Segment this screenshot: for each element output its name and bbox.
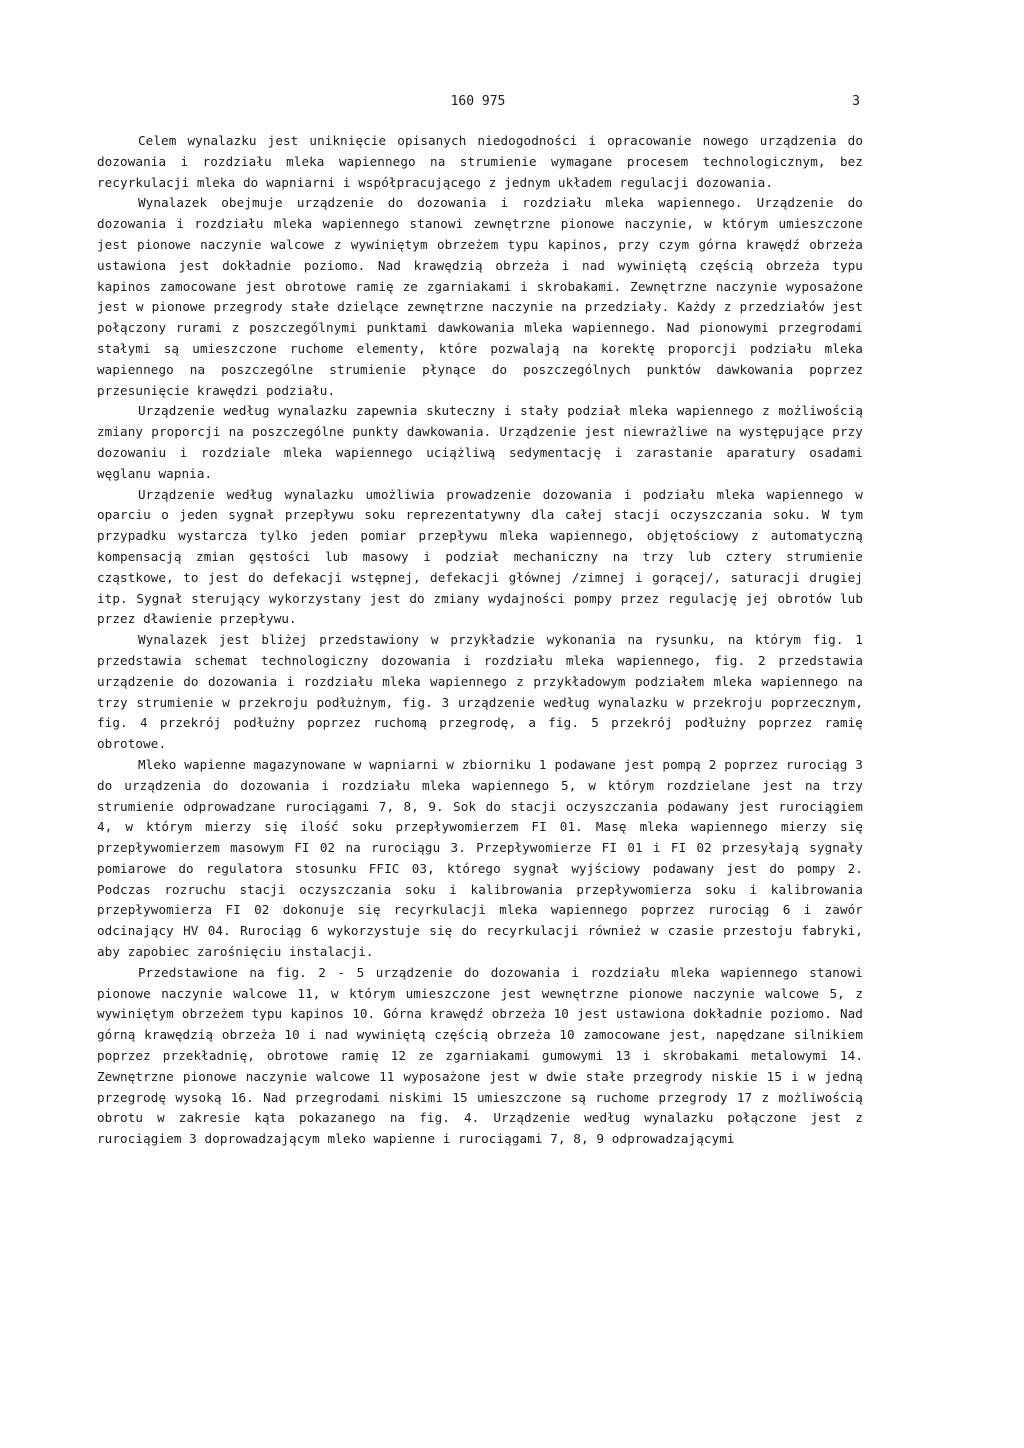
paragraph: Urządzenie według wynalazku umożliwia prowadzenie dozowania i podziału mleka wapiennego w oparciu o jeden sygnał przepływu soku reprezentatywny dla całej stacji oczyszczania soku. W tym przypadku wystarcza tylko jeden pomiar przepływu mleka wapiennego, objętościowy z automatyczną kompensacją zmian gęstości lub masowy i podział mechaniczny na trzy lub cztery strumienie cząstkowe, to jest do defekacji wstępnej, defekacji głównej /zimnej i gorącej/, saturacji drugiej itp. Sygnał sterujący wykorzystany jest do zmiany wydajności pompy przez regulację jej obrotów lub przez dławienie przepływu. xyxy=(97,486,863,627)
page-number: 3 xyxy=(852,94,860,109)
paragraph: Celem wynalazku jest uniknięcie opisanych niedogodności i opracowanie nowego urządzenia do dozowania i rozdziału mleka wapiennego na strumienie wymagane procesem technologicznym, bez recyrkulacji mleka do wapniarni i współpracującego z jednym układem regulacji dozowania. xyxy=(97,133,863,190)
paragraph: Wynalazek jest bliżej przedstawiony w przykładzie wykonania na rysunku, na którym fig. 1 przedstawia schemat technologiczny dozowania i rozdziału mleka wapiennego, fig. 2 przedstawia urządzenie do dozowania i rozdziału mleka wapiennego z przykładowym podziałem mleka wapiennego na trzy strumienie w przekroju podłużnym, fig. 3 urządzenie według wynalazku w przekroju poprzecznym, fig. 4 przekrój podłużny poprzez ruchomą przegrodę, a fig. 5 przekrój podłużny poprzez ramię obrotowe. xyxy=(97,632,863,752)
paragraph: Przedstawione na fig. 2 - 5 urządzenie do dozowania i rozdziału mleka wapiennego stanowi pionowe naczynie walcowe 11, w którym umieszczone jest wewnętrzne pionowe naczynie walcowe 5, z wywiniętym obrzeżem typu kapinos 10. Górna krawędź obrzeża 10 jest ustawiona dokładnie poziomo. Nad górną krawędzią obrzeża 10 i nad wywiniętą częścią obrzeża 10 zamocowane jest, napędzane silnikiem poprzez przekładnię, obrotowe ramię 12 ze zgarniakami gumowymi 13 i skrobakami metalowymi 14. Zewnętrzne pionowe naczynie walcowe 11 wyposażone jest w dwie stałe przegrody niskie 15 i w jedną przegrodę wysoką 16. Nad przegrodami niskimi 15 umieszczone są ruchome przegrody 17 z możliwością obrotu w zakresie kąta pokazanego na fig. 4. Urządzenie według wynalazku połączone jest z rurociągiem 3 doprowadzającym mleko wapienne i rurociągami 7, 8, 9 odprowadzającymi xyxy=(97,964,863,1147)
paragraph: Wynalazek obejmuje urządzenie do dozowania i rozdziału mleka wapiennego. Urządzenie do dozowania i rozdziału mleka wapiennego stanowi zewnętrzne pionowe naczynie, w którym umieszczone jest pionowe naczynie walcowe z wywiniętym obrzeżem typu kapinos, przy czym górna krawędź obrzeża ustawiona jest dokładnie poziomo. Nad krawędzią obrzeża i nad wywiniętą częścią obrzeża typu kapinos zamocowane jest obrotowe ramię ze zgarniakami i skrobakami. Zewnętrzne naczynie wyposażone jest w pionowe przegrody stałe dzielące zewnętrzne naczynie na przedziały. Każdy z przedziałów jest połączony rurami z poszczególnymi punktami dawkowania mleka wapiennego. Nad pionowymi przegrodami stałymi są umieszczone ruchome elementy, które pozwalają na korektę proporcji podziału mleka wapiennego na poszczególne strumienie płynące do poszczególnych punktów dawkowania poprzez przesunięcie krawędzi podziału. xyxy=(97,195,863,398)
page-header xyxy=(96,94,860,114)
paragraph: Mleko wapienne magazynowane w wapniarni w zbiorniku 1 podawane jest pompą 2 poprzez rurociąg 3 do urządzenia do dozowania i rozdziału mleka wapiennego 5, w którym rozdzielane jest na trzy strumienie odprowadzane rurociągami 7, 8, 9. Sok do stacji oczyszczania podawany jest rurociągiem 4, w którym mierzy się ilość soku przepływomierzem FI 01. Masę mleka wapiennego mierzy się przepływomierzem masowym FI 02 na rurociągu 3. Przepływomierze FI 01 i FI 02 przesyłają sygnały pomiarowe do regulatora stosunku FFIC 03, którego sygnał wyjściowy podawany jest do pompy 2. Podczas rozruchu stacji oczyszczania soku i kalibrowania przepływomierza soku i kalibrowania przepływomierza FI 02 dokonuje się recyrkulacji mleka wapiennego poprzez rurociąg 6 i zawór odcinający HV 04. Rurociąg 6 wykorzystuje się do recyrkulacji również w czasie przestoju fabryki, aby zapobiec zarośnięciu instalacji. xyxy=(97,756,863,960)
patent-number: 160 975 xyxy=(450,94,506,109)
body-text xyxy=(97,131,863,1150)
paragraph: Urządzenie według wynalazku zapewnia skuteczny i stały podział mleka wapiennego z możliwością zmiany proporcji na poszczególne punkty dawkowania. Urządzenie jest niewrażliwe na występujące przy dozowaniu i rozdziale mleka wapiennego uciążliwą sedymentację i zarastanie aparatury osadami węglanu wapnia. xyxy=(97,403,863,481)
